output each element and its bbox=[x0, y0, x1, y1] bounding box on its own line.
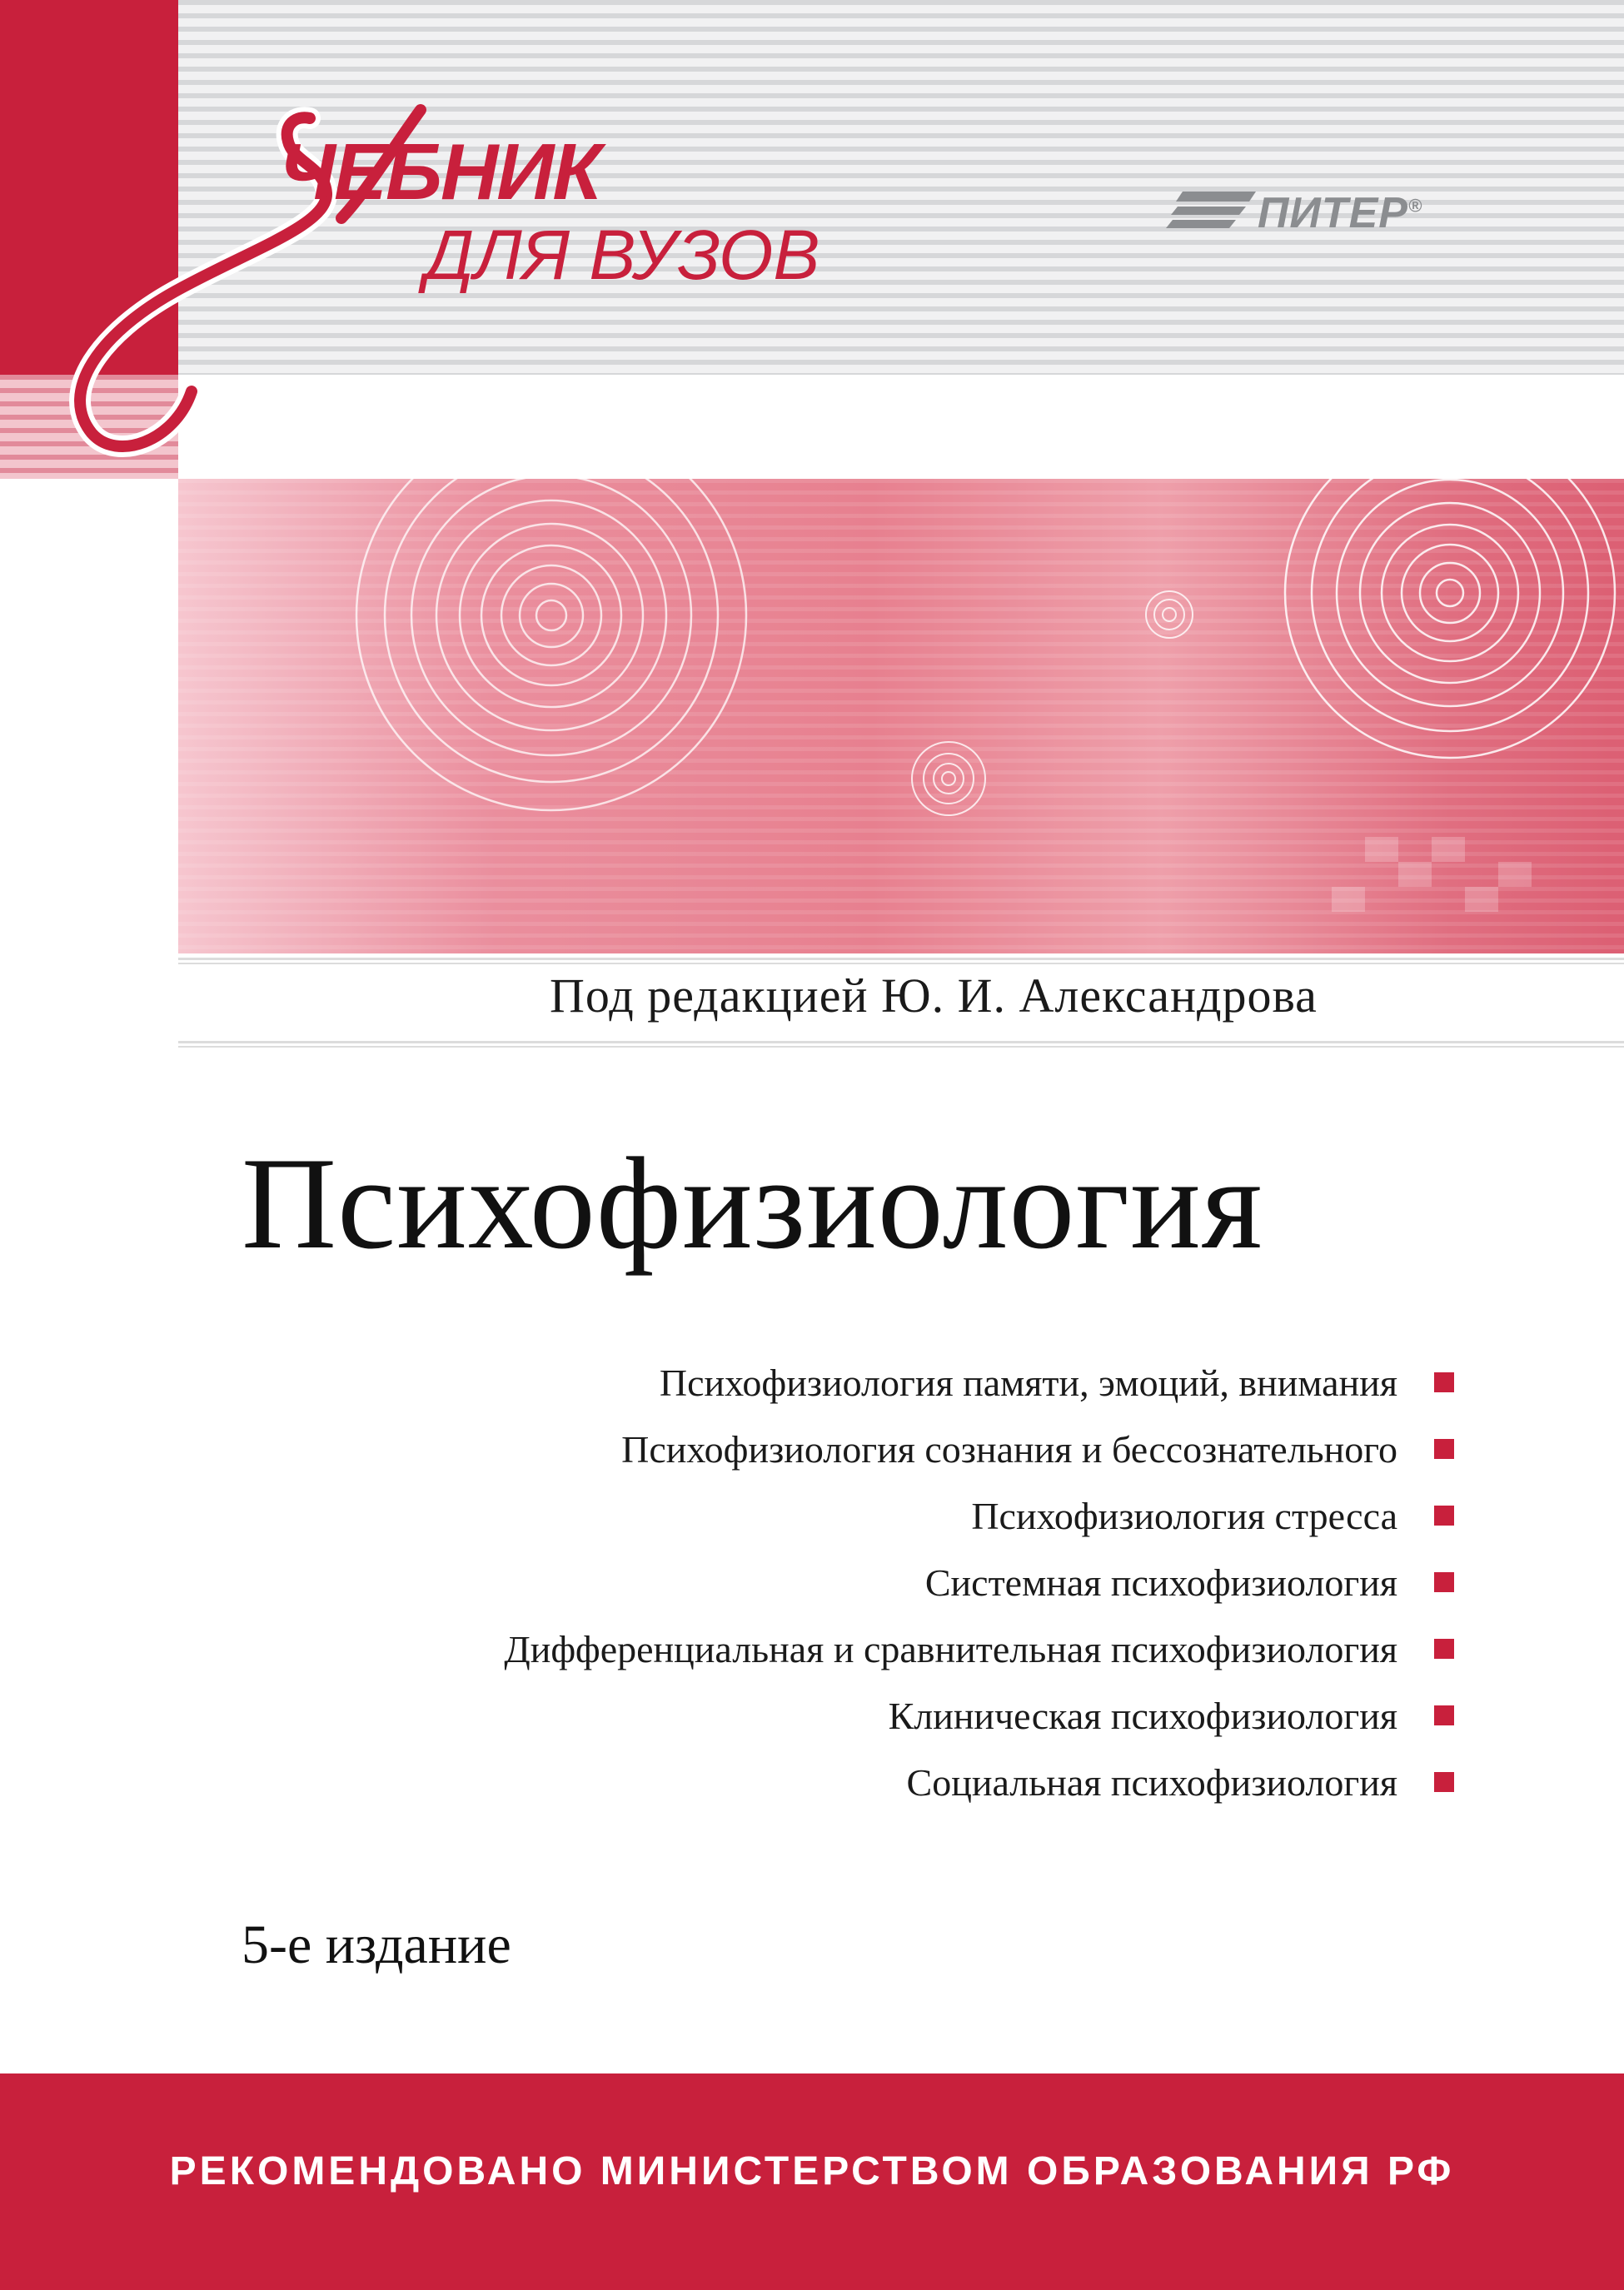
topics-list bbox=[122, 1349, 1454, 1815]
divider-lower bbox=[178, 1041, 1624, 1048]
bullet-square-icon bbox=[1434, 1572, 1454, 1592]
list-item bbox=[122, 1615, 1454, 1682]
list-item bbox=[122, 1482, 1454, 1549]
topic-text: Системная психофизиология bbox=[924, 1561, 1397, 1604]
book-title: Психофизиология bbox=[242, 1131, 1263, 1277]
publisher-name: ПИТЕР® bbox=[1258, 189, 1423, 237]
topic-text: Психофизиология сознания и бессознательного bbox=[621, 1427, 1397, 1471]
edition-label: 5-е издание bbox=[242, 1914, 511, 1975]
topic-text: Дифференциальная и сравнительная психофизиология bbox=[504, 1627, 1397, 1670]
bullet-square-icon bbox=[1434, 1506, 1454, 1526]
publisher-logo-icon bbox=[1166, 185, 1258, 235]
series-subtitle: ДЛЯ ВУЗОВ bbox=[425, 216, 820, 294]
divider-upper bbox=[178, 958, 1624, 964]
recommendation-text: РЕКОМЕНДОВАНО МИНИСТЕРСТВОМ ОБРАЗОВАНИЯ РФ bbox=[169, 2149, 1455, 2193]
cover-illustration bbox=[178, 479, 1624, 953]
list-item bbox=[122, 1749, 1454, 1815]
topic-text: Психофизиология памяти, эмоций, внимания bbox=[659, 1361, 1397, 1404]
list-item bbox=[122, 1549, 1454, 1615]
concentric-circles-graphic bbox=[178, 479, 1624, 953]
topic-text: Клиническая психофизиология bbox=[888, 1694, 1397, 1737]
bullet-square-icon bbox=[1434, 1772, 1454, 1792]
topic-text: Социальная психофизиология bbox=[906, 1760, 1397, 1804]
list-item bbox=[122, 1682, 1454, 1749]
list-item bbox=[122, 1416, 1454, 1482]
bullet-square-icon bbox=[1434, 1639, 1454, 1659]
topic-text: Психофизиология стресса bbox=[971, 1494, 1397, 1537]
list-item bbox=[122, 1349, 1454, 1416]
bullet-square-icon bbox=[1434, 1705, 1454, 1725]
series-title: ЧЕБНИК bbox=[279, 127, 600, 217]
registered-mark: ® bbox=[1407, 195, 1423, 217]
editor-credit: Под редакцией Ю. И. Александрова bbox=[550, 968, 1318, 1023]
bullet-square-icon bbox=[1434, 1439, 1454, 1459]
bullet-square-icon bbox=[1434, 1372, 1454, 1392]
